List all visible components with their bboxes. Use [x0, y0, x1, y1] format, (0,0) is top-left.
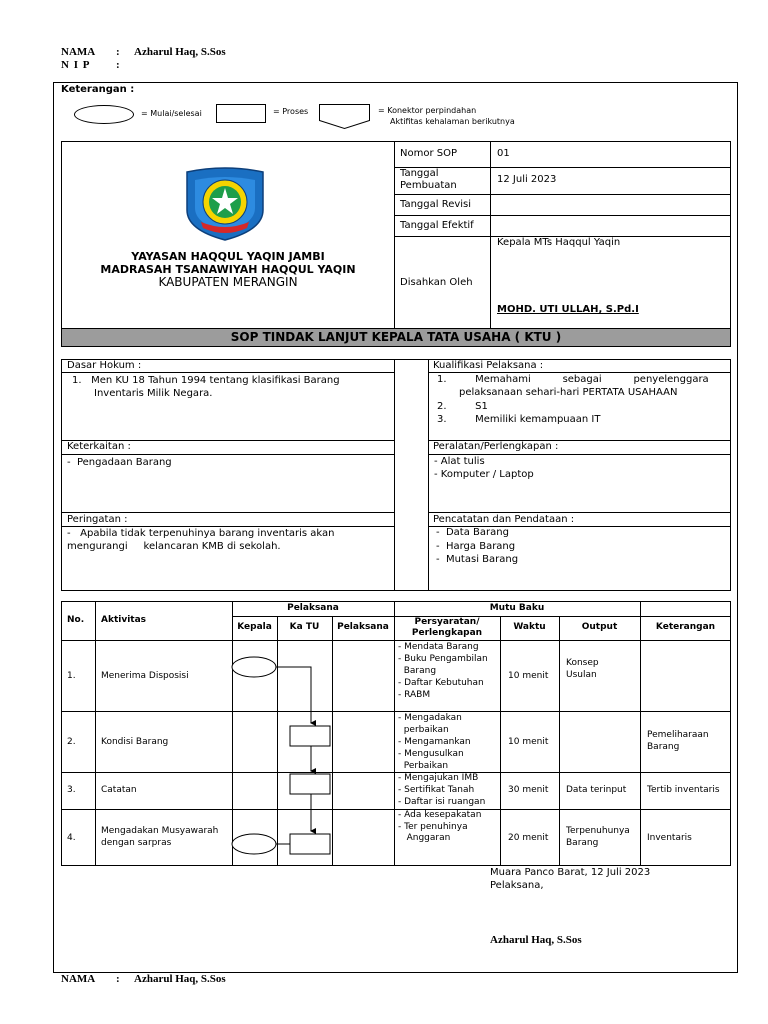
th-katu: Ka TU [289, 622, 320, 632]
sop-title: SOP TINDAK LANJUT KEPALA TATA USAHA ( KTU ) [230, 330, 562, 344]
legend-oval-label: = Mulai/selesai [141, 109, 202, 118]
row-output-1: Konsep [566, 658, 599, 668]
row-waktu: 20 menit [508, 833, 549, 843]
th-keterangan: Keterangan [655, 622, 716, 632]
nip-label: N I P [61, 59, 91, 71]
kualifikasi-item-2: 2. S1 [437, 401, 488, 412]
flow-start-oval [232, 657, 276, 677]
row-no: 1. [67, 671, 76, 681]
peringatan-line-2: mengurangi kelancaran KMB di sekolah. [67, 541, 281, 552]
flow-process-1 [290, 726, 330, 746]
org-line-1: YAYASAN HAQQUL YAQIN JAMBI [131, 250, 325, 263]
th-kepala: Kepala [237, 622, 272, 632]
legend-connector-label-2: Aktifitas kehalaman berikutnya [390, 117, 515, 126]
row-req-4: - Mengusulkan [398, 749, 464, 759]
dasar-hukum-item-cont: Inventaris Milik Negara. [94, 388, 213, 399]
row-output-2: Usulan [566, 670, 597, 680]
th-mutu-baku: Mutu Baku [489, 603, 545, 613]
org-line-3: KABUPATEN MERANGIN [158, 275, 298, 289]
row-ket-1: Inventaris [647, 833, 692, 843]
row-req-5: - RABM [398, 690, 431, 700]
nama-label: NAMA [61, 46, 96, 58]
signature-name: Azharul Haq, S.Sos [490, 934, 582, 946]
dasar-hukum-item: 1. Men KU 18 Tahun 1994 tentang klasifikasi Barang [72, 375, 340, 386]
th-persyaratan-2: Perlengkapan [411, 628, 483, 638]
identity-block [61, 141, 731, 329]
row-ket-1: Tertib inventaris [647, 785, 720, 795]
legend-oval-shape [74, 105, 134, 124]
activity-flowchart [225, 645, 345, 865]
legend-title: Keterangan : [61, 84, 135, 95]
row-aktivitas-cont: dengan sarpras [101, 838, 172, 848]
row-req-2: - Sertifikat Tanah [398, 785, 475, 795]
peringatan-title: Peringatan : [67, 514, 128, 525]
pencatatan-item-2: - Harga Barang [436, 541, 516, 552]
row-aktivitas: Menerima Disposisi [101, 671, 189, 681]
signature-place-date: Muara Panco Barat, 12 Juli 2023 [490, 867, 651, 878]
peringatan-line-1: - Apabila tidak terpenuhinya barang inventaris akan [67, 528, 335, 539]
row-req-3: - Mengamankan [398, 737, 471, 747]
row-output-1: Terpenuhunya [566, 826, 630, 836]
peralatan-title: Peralatan/Perlengkapan : [433, 441, 559, 452]
row-no: 4. [67, 833, 76, 843]
tanggal-revisi-label: Tanggal Revisi [400, 199, 472, 210]
th-pelaksana: Pelaksana [287, 603, 339, 613]
disahkan-label: Disahkan Oleh [400, 277, 473, 288]
legend-connector-shape [319, 104, 371, 130]
flow-end-oval [232, 834, 276, 854]
disahkan-name: MOHD. UTI ULLAH, S.Pd.I [497, 304, 639, 315]
kualifikasi-title: Kualifikasi Pelaksana : [433, 360, 544, 371]
footer-nama-value: Azharul Haq, S.Sos [134, 973, 226, 985]
row-req-1: - Ada kesepakatan [398, 810, 482, 820]
row-no: 2. [67, 737, 76, 747]
pencatatan-title: Pencatatan dan Pendataan : [433, 514, 575, 525]
dasar-hukum-title: Dasar Hokum : [67, 360, 142, 371]
row-aktivitas: Catatan [101, 785, 137, 795]
peralatan-item-2: - Komputer / Laptop [434, 469, 534, 480]
row-req-1: - Mengadakan [398, 713, 462, 723]
nomor-sop-value: 01 [497, 148, 510, 159]
row-waktu: 10 menit [508, 671, 549, 681]
pencatatan-item-1: - Data Barang [436, 527, 509, 538]
school-logo [183, 166, 267, 242]
th-pelaksana-sub: Pelaksana [337, 622, 389, 632]
row-req-3: - Daftar isi ruangan [398, 797, 486, 807]
th-no: No. [67, 615, 85, 625]
row-req-3: Anggaran [398, 833, 451, 843]
flow-process-2 [290, 774, 330, 794]
row-waktu: 10 menit [508, 737, 549, 747]
tanggal-pembuatan-value: 12 Juli 2023 [497, 174, 557, 185]
legend-rect-label: = Proses [273, 107, 309, 116]
row-aktivitas: Kondisi Barang [101, 737, 169, 747]
footer-nama-colon: : [116, 973, 120, 985]
row-no: 3. [67, 785, 76, 795]
row-req-2: - Buku Pengambilan [398, 654, 488, 664]
nama-value: Azharul Haq, S.Sos [134, 46, 226, 58]
row-output-1: Data terinput [566, 785, 627, 795]
th-aktivitas: Aktivitas [101, 615, 147, 625]
row-ket-1: Pemeliharaan [647, 730, 709, 740]
row-req-2: perbaikan [398, 725, 449, 735]
kualifikasi-item-1: 1. Memahami sebagai penyelenggara [437, 374, 709, 385]
pencatatan-item-3: - Mutasi Barang [436, 554, 519, 565]
peralatan-item-1: - Alat tulis [434, 456, 485, 467]
kualifikasi-item-3: 3. Memiliki kemampuaan IT [437, 414, 601, 425]
row-req-2: - Ter penuhinya [398, 822, 468, 832]
nomor-sop-label: Nomor SOP [400, 148, 457, 159]
row-ket-2: Barang [647, 742, 680, 752]
row-req-1: - Mengajukan IMB [398, 773, 479, 783]
row-output-2: Barang [566, 838, 599, 848]
org-line-2: MADRASAH TSANAWIYAH HAQQUL YAQIN [100, 263, 356, 276]
tanggal-pembuatan-label: Tanggal Pembuatan [400, 168, 457, 191]
disahkan-role: Kepala MTs Haqqul Yaqin [497, 237, 621, 248]
row-req-4: - Daftar Kebutuhan [398, 678, 484, 688]
nama-colon: : [116, 46, 120, 58]
tanggal-efektif-label: Tanggal Efektif [400, 220, 474, 231]
legend-connector-label-1: = Konektor perpindahan [378, 106, 477, 115]
row-req-3: Barang [398, 666, 437, 676]
keterkaitan-title: Keterkaitan : [67, 441, 131, 452]
footer-nama-label: NAMA [61, 973, 96, 985]
nip-colon: : [116, 59, 120, 71]
th-waktu: Waktu [513, 622, 546, 632]
signature-role: Pelaksana, [490, 880, 544, 891]
flow-process-3 [290, 834, 330, 854]
row-waktu: 30 menit [508, 785, 549, 795]
kualifikasi-item-1-cont: pelaksanaan sehari-hari PERTATA USAHAAN [459, 387, 678, 398]
row-aktivitas: Mengadakan Musyawarah [101, 826, 219, 836]
th-persyaratan-1: Persyaratan/ [414, 617, 480, 627]
th-output: Output [581, 622, 618, 632]
legend-rect-shape [216, 104, 266, 123]
flow-arrow-1 [276, 667, 311, 723]
row-req-1: - Mendata Barang [398, 642, 479, 652]
row-req-5: Perbaikan [398, 761, 449, 771]
keterkaitan-item: - Pengadaan Barang [67, 457, 172, 468]
